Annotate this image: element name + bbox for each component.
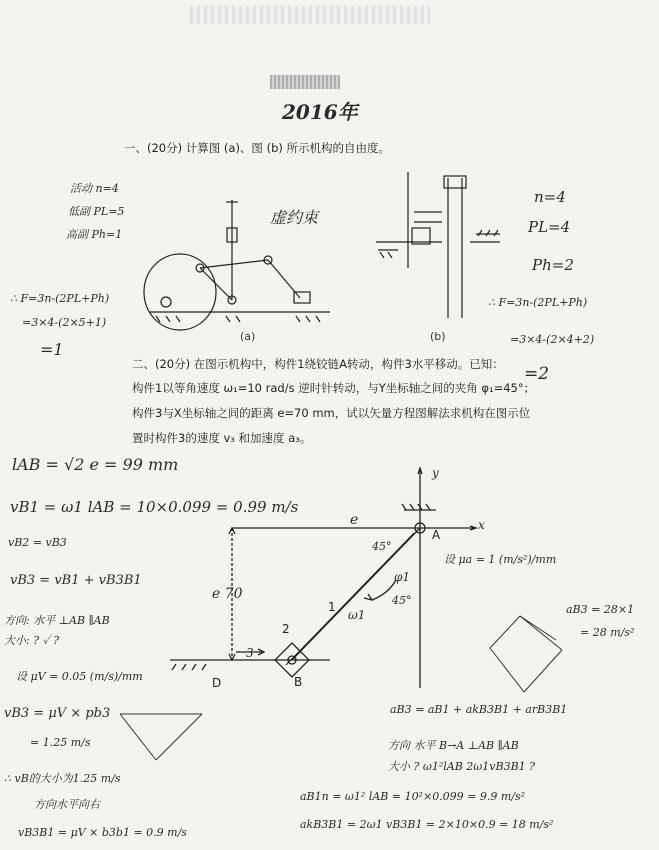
work-v-value: = 1.25 m/s: [30, 736, 91, 749]
link-2-label: 2: [282, 622, 290, 636]
year-note: 2016年: [282, 100, 358, 124]
figure-b-gear-train: [376, 172, 500, 318]
work-a-magnitude-row: 大小 ? ω1²lAB 2ω1vB3B1 ?: [388, 760, 536, 773]
work-a-normal: aB1n = ω1² lAB = 10²×0.099 = 9.9 m/s²: [300, 790, 526, 803]
q1-left-work-1: 活动 n=4: [70, 182, 119, 195]
q1-left-work-6: =1: [40, 340, 64, 359]
work-magnitude-row: 大小: ? ✓ ?: [4, 634, 60, 647]
point-a-label: A: [432, 528, 441, 542]
x-axis-label: x: [478, 518, 485, 532]
angle-45-bottom: 45°: [392, 594, 412, 607]
work-v-direction: 方向水平向右: [34, 798, 100, 811]
q1-left-work-2: 低副 PL=5: [68, 205, 125, 218]
point-b-label: B: [294, 675, 303, 689]
q1-right-work-1: n=4: [534, 188, 566, 206]
acceleration-polygon: [490, 616, 562, 692]
question-2-line-4: 置时构件3的速度 v₃ 和加速度 a₃。: [132, 431, 312, 445]
e-top-label: e: [350, 512, 359, 528]
work-l-ab: lAB = √2 e = 99 mm: [12, 455, 179, 474]
omega-label: ω1: [348, 608, 366, 622]
fig-a-caption: (a): [240, 330, 256, 343]
q1-right-work-3: Ph=2: [532, 256, 574, 274]
velocity-polygon: [120, 714, 202, 760]
work-mu-a: 设 μa = 1 (m/s²)/mm: [444, 553, 557, 566]
work-v-conclusion: ∴ vB的大小为1.25 m/s: [4, 772, 121, 785]
question-1-text: 一、(20分) 计算图 (a)、图 (b) 所示机构的自由度。: [124, 141, 391, 155]
q1-right-work-4: ∴ F=3n-(2PL+Ph): [488, 296, 588, 309]
work-v-b3: vB3 = μV × pb3: [4, 706, 111, 721]
work-a-equation: aB3 = aB1 + akB3B1 + arB3B1: [390, 703, 568, 716]
q1-left-work-5: =3×4-(2×5+1): [22, 316, 107, 329]
fig-a-note: 虚约束: [270, 208, 319, 227]
work-v-b2: vB2 = vB3: [8, 536, 67, 549]
link-3-label: 3: [246, 646, 254, 660]
work-v-b3b1: vB3B1 = μV × b3b1 = 0.9 m/s: [18, 826, 187, 839]
q1-right-work-2: PL=4: [528, 218, 571, 236]
work-v-equation: vB3 = vB1 + vB3B1: [10, 573, 142, 588]
fig-b-caption: (b): [430, 330, 446, 343]
link-1-label: 1: [328, 600, 336, 614]
q1-right-work-6: =2: [524, 364, 550, 384]
q1-left-work-4: ∴ F=3n-(2PL+Ph): [10, 292, 110, 305]
phi-label: φ1: [394, 570, 411, 584]
figure-q2-mechanism: [170, 468, 476, 688]
q1-left-work-3: 高副 Ph=1: [66, 228, 123, 241]
work-a-direction-row: 方向 水平 B→A ⊥AB ∥AB: [388, 739, 519, 752]
question-2-line-1: 二、(20分) 在图示机构中，构件1绕铰链A转动，构件3水平移动。已知：: [132, 357, 504, 371]
work-mu-v: 设 μV = 0.05 (m/s)/mm: [16, 670, 143, 683]
work-direction-row: 方向: 水平 ⊥AB ∥AB: [4, 614, 110, 627]
work-a-side-1: aB3 = 28×1: [566, 603, 635, 616]
e-vertical-label: e 70: [212, 586, 243, 602]
work-a-coriolis: akB3B1 = 2ω1 vB3B1 = 2×10×0.9 = 18 m/s²: [300, 818, 554, 831]
point-d-label: D: [212, 676, 222, 690]
y-axis-label: y: [432, 466, 439, 480]
q1-right-work-5: =3×4-(2×4+2): [510, 333, 595, 346]
work-v-b1: vB1 = ω1 lAB = 10×0.099 = 0.99 m/s: [10, 498, 299, 516]
figure-a-mechanism: [144, 200, 330, 330]
question-2-line-3: 构件3与X坐标轴之间的距离 e=70 mm，试以矢量方程图解法求机构在图示位: [132, 406, 531, 420]
angle-45-top: 45°: [372, 540, 392, 553]
question-2-line-2: 构件1以等角速度 ω₁=10 rad/s 逆时针转动，与Y坐标轴之间的夹角 φ₁=45°；: [132, 381, 536, 395]
work-a-side-2: = 28 m/s²: [580, 626, 635, 639]
